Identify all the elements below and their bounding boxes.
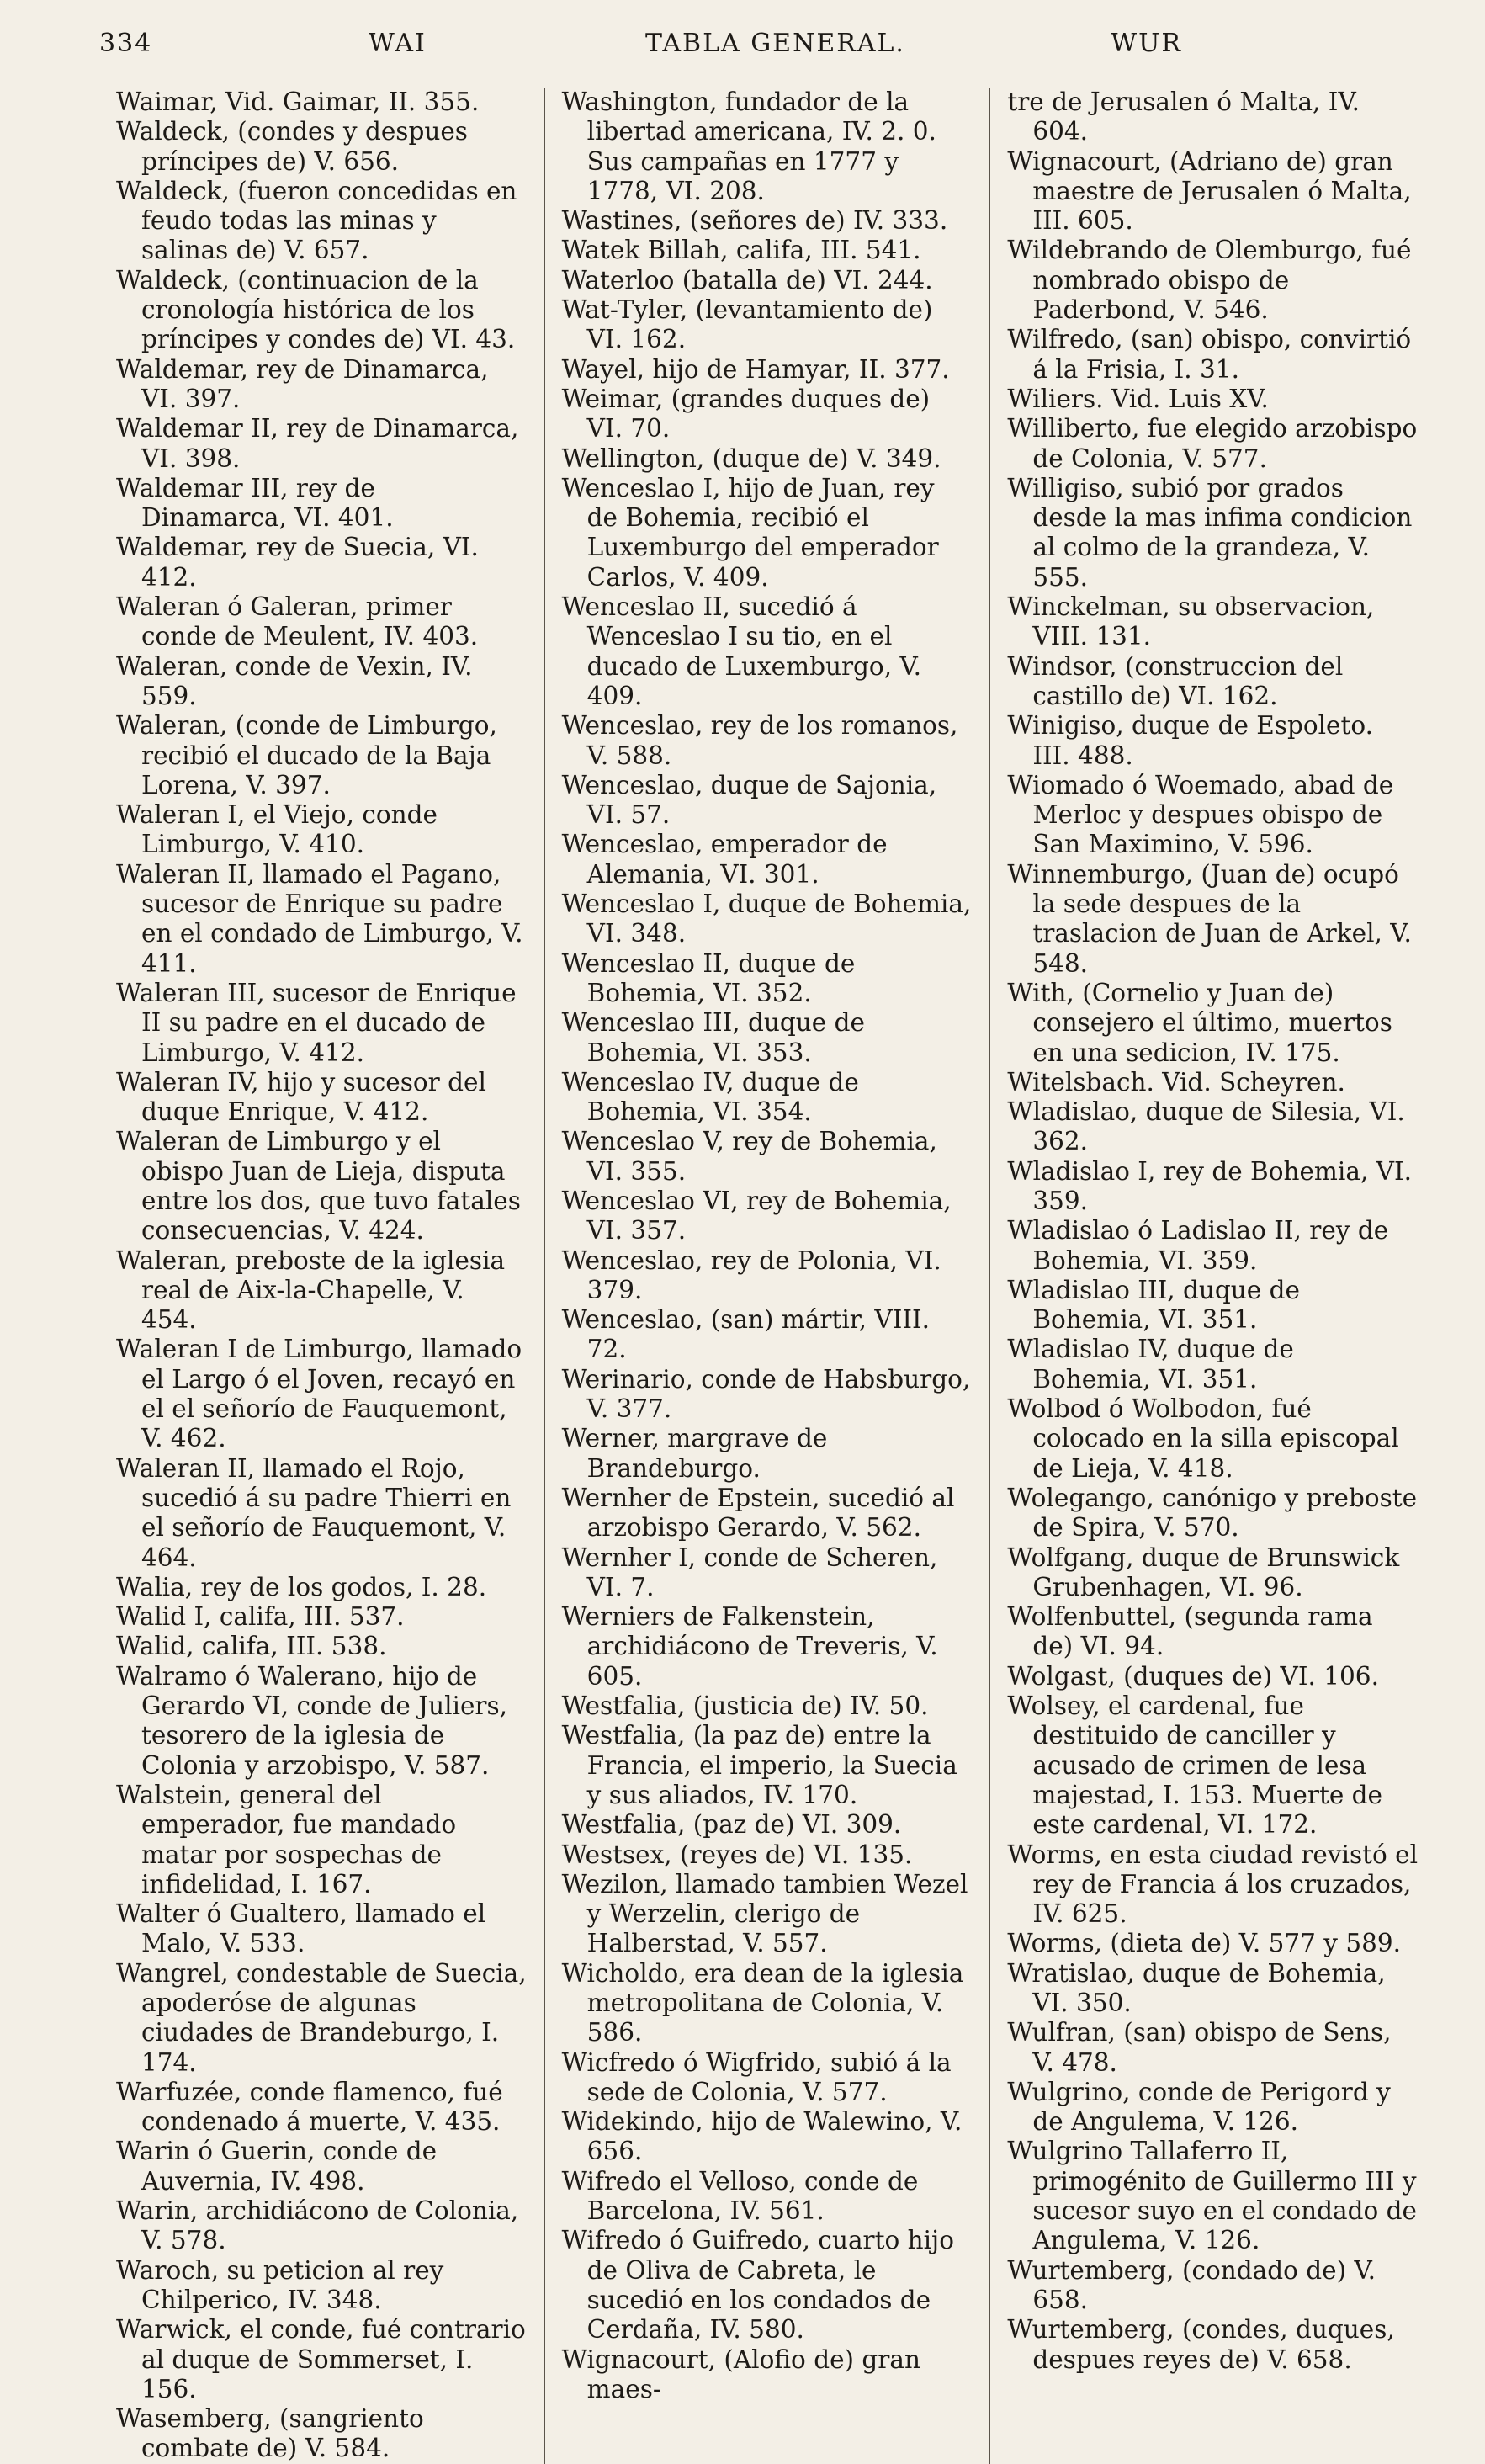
index-entry: Wernher de Epstein, sucedió al arzobispo Gerardo, V. 562.	[561, 1483, 955, 1543]
index-entry: Waleran III, sucesor de Enrique II su padre en el ducado de Limburgo, V. 412.	[116, 978, 517, 1067]
index-entry: Waleran II, llamado el Pagano, sucesor de Enrique su padre en el condado de Limburgo, V. 411.	[116, 859, 523, 978]
index-entry: Winigiso, duque de Espoleto. III. 488.	[1007, 711, 1373, 770]
index-entry: Wicfredo ó Wigfrido, subió á la sede de Colonia, V. 577.	[561, 2047, 952, 2106]
index-entry: Westfalia, (paz de) VI. 309.	[561, 1810, 902, 1840]
index-entry: Washington, fundador de la libertad americana, IV. 2. 0. Sus campañas en 1777 y 1778, VI. 208.	[561, 88, 936, 205]
index-entry: Wratislao, duque de Bohemia, VI. 350.	[1007, 1958, 1386, 2017]
index-entry: Wenceslao IV, duque de Bohemia, VI. 354.	[561, 1067, 859, 1127]
index-entry: Wladislao, duque de Silesia, VI. 362.	[1007, 1097, 1405, 1156]
index-entry: Wurtemberg, (condado de) V. 658.	[1007, 2255, 1376, 2314]
index-entry: Wangrel, condestable de Suecia, apoderóse de algunas ciudades de Brandeburgo, I. 174.	[116, 1958, 527, 2077]
index-entry: Wenceslao, rey de los romanos, V. 588.	[561, 711, 958, 770]
index-entry: Waroch, su peticion al rey Chilperico, IV. 348.	[116, 2255, 444, 2314]
index-entry: Wifredo el Velloso, conde de Barcelona, IV. 561.	[561, 2166, 919, 2226]
index-entry: Warin, archidiácono de Colonia, V. 578.	[116, 2196, 519, 2255]
index-entry: Walramo ó Walerano, hijo de Gerardo VI, conde de Juliers, tesorero de la iglesia de Colonia y arzobispo, V. 587.	[116, 1661, 508, 1780]
index-entry: Wolegango, canónigo y preboste de Spira, V. 570.	[1007, 1483, 1418, 1543]
index-entry: Waldeck, (condes y despues príncipes de) V. 656.	[116, 117, 468, 176]
index-entry: Wastines, (señores de) IV. 333.	[561, 206, 948, 236]
index-entry: With, (Cornelio y Juan de) consejero el último, muertos en una sedicion, IV. 175.	[1007, 978, 1392, 1067]
index-entry: Wenceslao II, duque de Bohemia, VI. 352.	[561, 948, 856, 1007]
index-entry: Waleran, preboste de la iglesia real de Aix-la-Chapelle, V. 454.	[116, 1245, 506, 1335]
index-entry: Wulgrino Tallaferro II, primogénito de Guillermo III y sucesor suyo en el condado de Angulema, V. 126.	[1007, 2137, 1418, 2255]
index-entry: Wignacourt, (Alofio de) gran maes-	[561, 2345, 920, 2403]
index-entry: Widekindo, hijo de Walewino, V. 656.	[561, 2107, 963, 2166]
index-entry: Wiomado ó Woemado, abad de Merloc y despues obispo de San Maximino, V. 596.	[1007, 770, 1394, 859]
index-entry: Wezilon, llamado tambien Wezel y Werzelin, clerigo de Halberstad, V. 557.	[561, 1869, 968, 1958]
index-entry: Wenceslao III, duque de Bohemia, VI. 353.	[561, 1008, 865, 1067]
index-entry: Wolsey, el cardenal, fue destituido de canciller y acusado de crimen de lesa majestad, I. 153. Muerte de este cardenal, VI. 172.	[1007, 1691, 1382, 1840]
index-entry: Waleran, conde de Vexin, IV. 559.	[116, 651, 473, 710]
index-entry: Witelsbach. Vid. Scheyren.	[1007, 1067, 1345, 1097]
index-entry: Walia, rey de los godos, I. 28.	[116, 1572, 487, 1601]
index-entry: Warin ó Guerin, conde de Auvernia, IV. 498.	[116, 2137, 438, 2196]
index-entry: Wifredo ó Guifredo, cuarto hijo de Oliva de Cabreta, le sucedió en los condados de Cerdaña, IV. 580.	[561, 2226, 954, 2345]
index-entry: Waldeck, (fueron concedidas en feudo todas las minas y salinas de) V. 657.	[116, 176, 517, 265]
index-entry: tre de Jerusalen ó Malta, IV. 604.	[1007, 88, 1360, 146]
index-entry: Walstein, general del emperador, fue mandado matar por sospechas de infidelidad, I. 167.	[116, 1780, 457, 1898]
index-entry: Waldemar, rey de Suecia, VI. 412.	[116, 533, 479, 592]
index-entry: Waterloo (batalla de) VI. 244.	[561, 265, 933, 295]
header-right-word: WUR	[1111, 29, 1182, 58]
index-entry: Warwick, el conde, fué contrario al duque de Sommerset, I. 156.	[116, 2315, 526, 2403]
index-entry: Wignacourt, (Adriano de) gran maestre de Jerusalen ó Malta, III. 605.	[1007, 146, 1412, 236]
header-title: TABLA GENERAL.	[645, 29, 905, 58]
index-entry: Wernher I, conde de Scheren, VI. 7.	[561, 1543, 938, 1601]
index-column-1	[99, 88, 544, 2464]
index-entry: Wolbod ó Wolbodon, fué colocado en la silla episcopal de Lieja, V. 418.	[1007, 1394, 1399, 1483]
index-entry: Walter ó Gualtero, llamado el Malo, V. 533.	[116, 1899, 486, 1958]
index-entry: Worms, (dieta de) V. 577 y 589.	[1007, 1929, 1402, 1958]
index-entry: Wenceslao, rey de Polonia, VI. 379.	[561, 1245, 941, 1304]
index-entry: Wenceslao I, duque de Bohemia, VI. 348.	[561, 889, 972, 948]
index-entry: Waldeck, (continuacion de la cronología histórica de los príncipes y condes de) VI. 43.	[116, 265, 516, 354]
index-entry: Wat-Tyler, (levantamiento de) VI. 162.	[561, 295, 933, 354]
index-entry: Warfuzée, conde flamenco, fué condenado á muerte, V. 435.	[116, 2077, 503, 2137]
index-entry: Wolfgang, duque de Brunswick Grubenhagen, VI. 96.	[1007, 1543, 1400, 1601]
index-entry: Willigiso, subió por grados desde la mas infima condicion al colmo de la grandeza, V. 555.	[1007, 473, 1413, 592]
index-entry: Worms, en esta ciudad revistó el rey de Francia á los cruzados, IV. 625.	[1007, 1840, 1419, 1929]
index-entry: Wulgrino, conde de Perigord y de Angulema, V. 126.	[1007, 2077, 1391, 2137]
index-entry: Windsor, (construccion del castillo de) VI. 162.	[1007, 651, 1344, 710]
index-entry: Wasemberg, (sangriento combate de) V. 584.	[116, 2404, 424, 2463]
index-entry: Wladislao III, duque de Bohemia, VI. 351.	[1007, 1275, 1300, 1335]
index-entry: Waleran IV, hijo y sucesor del duque Enrique, V. 412.	[116, 1067, 486, 1127]
index-entry: Wayel, hijo de Hamyar, II. 377.	[561, 354, 950, 384]
index-entry: Wolfenbuttel, (segunda rama de) VI. 94.	[1007, 1602, 1373, 1661]
index-entry: Wiliers. Vid. Luis XV.	[1007, 384, 1269, 413]
index-entry: Waleran de Limburgo y el obispo Juan de Lieja, disputa entre los dos, que tuvo fatales consecuencias, V. 424.	[116, 1127, 521, 1245]
index-entry: Wenceslao, (san) mártir, VIII. 72.	[561, 1305, 931, 1364]
index-entry: Wildebrando de Olemburgo, fué nombrado obispo de Paderbond, V. 546.	[1007, 236, 1412, 325]
index-entry: Winckelman, su observacion, VIII. 131.	[1007, 592, 1375, 651]
index-column-2	[544, 88, 989, 2464]
index-entry: Walid I, califa, III. 537.	[116, 1602, 405, 1632]
index-entry: Wicholdo, era dean de la iglesia metropolitana de Colonia, V. 586.	[561, 1958, 964, 2047]
index-entry: Wladislao IV, duque de Bohemia, VI. 351.	[1007, 1335, 1294, 1394]
index-entry: Wladislao ó Ladislao II, rey de Bohemia, VI. 359.	[1007, 1216, 1389, 1275]
index-entry: Waleran I de Limburgo, llamado el Largo ó el Joven, recayó en el el señorío de Fauquemont, V. 462.	[116, 1335, 522, 1453]
index-columns	[99, 88, 1435, 2464]
index-entry: Waldemar III, rey de Dinamarca, VI. 401.	[116, 473, 394, 533]
page-number: 334	[99, 29, 153, 58]
header-left-word: WAI	[369, 29, 427, 58]
index-entry: Waldemar, rey de Dinamarca, VI. 397.	[116, 354, 489, 413]
index-entry: Walid, califa, III. 538.	[116, 1632, 387, 1661]
index-entry: Waleran, (conde de Limburgo, recibió el ducado de la Baja Lorena, V. 397.	[116, 711, 497, 799]
index-entry: Wenceslao II, sucedió á Wenceslao I su tio, en el ducado de Luxemburgo, V. 409.	[561, 592, 921, 710]
index-entry: Westsex, (reyes de) VI. 135.	[561, 1840, 913, 1869]
running-header	[99, 29, 1435, 88]
index-entry: Wolgast, (duques de) VI. 106.	[1007, 1661, 1379, 1691]
index-column-3	[989, 88, 1435, 2464]
index-entry: Williberto, fue elegido arzobispo de Colonia, V. 577.	[1007, 414, 1418, 473]
index-entry: Wellington, (duque de) V. 349.	[561, 443, 941, 473]
index-entry: Wenceslao I, hijo de Juan, rey de Bohemia, recibió el Luxemburgo del emperador Carlos, V. 409.	[561, 473, 939, 592]
index-entry: Wenceslao, duque de Sajonia, VI. 57.	[561, 770, 937, 830]
index-entry: Weimar, (grandes duques de) VI. 70.	[561, 384, 931, 443]
index-entry: Westfalia, (la paz de) entre la Francia, el imperio, la Suecia y sus aliados, IV. 170.	[561, 1721, 957, 1809]
index-entry: Wulfran, (san) obispo de Sens, V. 478.	[1007, 2018, 1392, 2077]
index-entry: Werinario, conde de Habsburgo, V. 377.	[561, 1364, 971, 1424]
index-entry: Waleran II, llamado el Rojo, sucedió á su padre Thierri en el señorío de Fauquemont, V. 464.	[116, 1453, 512, 1572]
index-entry: Westfalia, (justicia de) IV. 50.	[561, 1691, 929, 1721]
index-entry: Wilfredo, (san) obispo, convirtió á la Frisia, I. 31.	[1007, 325, 1412, 384]
index-entry: Watek Billah, califa, III. 541.	[561, 236, 921, 265]
index-entry: Wenceslao V, rey de Bohemia, VI. 355.	[561, 1127, 937, 1186]
index-entry: Wenceslao VI, rey de Bohemia, VI. 357.	[561, 1186, 952, 1245]
index-entry: Waleran ó Galeran, primer conde de Meulent, IV. 403.	[116, 592, 479, 651]
index-entry: Waimar, Vid. Gaimar, II. 355.	[116, 88, 480, 116]
index-entry: Werniers de Falkenstein, archidiácono de Treveris, V. 605.	[561, 1602, 938, 1691]
index-entry: Wurtemberg, (condes, duques, despues reyes de) V. 658.	[1007, 2315, 1395, 2374]
index-entry: Winnemburgo, (Juan de) ocupó la sede despues de la traslacion de Juan de Arkel, V. 548.	[1007, 859, 1412, 978]
index-entry: Werner, margrave de Brandeburgo.	[561, 1424, 828, 1483]
index-entry: Wenceslao, emperador de Alemania, VI. 301.	[561, 830, 888, 889]
index-entry: Waldemar II, rey de Dinamarca, VI. 398.	[116, 414, 519, 473]
index-entry: Waleran I, el Viejo, conde Limburgo, V. 410.	[116, 800, 438, 859]
index-entry: Wladislao I, rey de Bohemia, VI. 359.	[1007, 1156, 1413, 1215]
